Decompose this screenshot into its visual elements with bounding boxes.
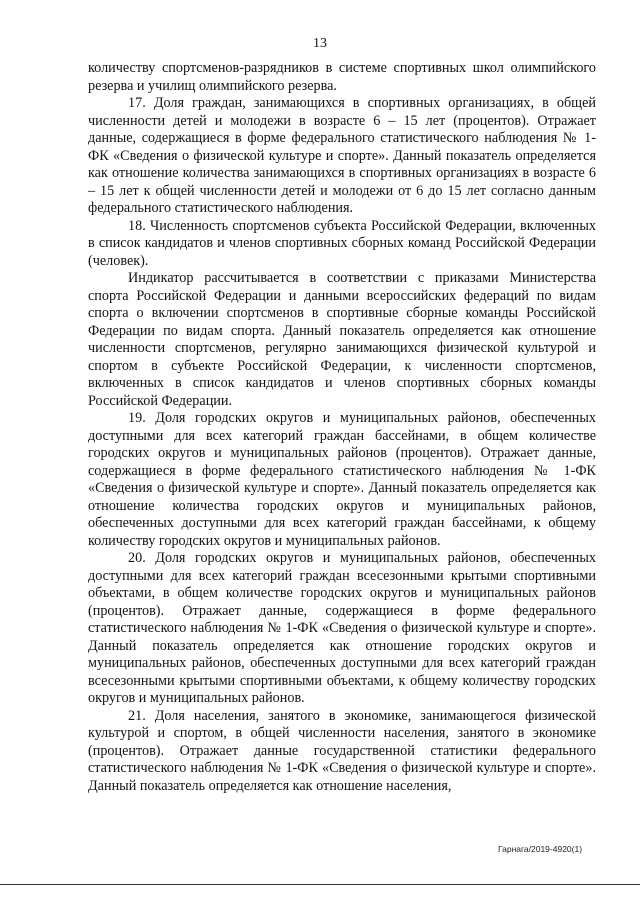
paragraph-continuation: количеству спортсменов-разрядников в системе спортивных школ олимпийского резерва и училищ олимпийского резерва. [88,60,596,94]
document-body [88,60,596,795]
paragraph-item-20: 20. Доля городских округов и муниципальных районов, обеспеченных доступными для всех категорий граждан всесезонными крытыми спортивными объектами, в общем количестве городских округов и муниципальных районов (процентов). Отражает данные, содержащиеся в форме федерального статистического наблюдения № 1-ФК «Сведения о физической культуре и спорте». Данный показатель определяется как отношение городских округов и муниципальных районов, обеспеченных доступными для всех категорий граждан всесезонными крытыми спортивными объектами, к общему количеству городских округов и муниципальных районов. [88,550,596,706]
page-number: 13 [313,36,327,51]
paragraph-indicator-note: Индикатор рассчитывается в соответствии с приказами Министерства спорта Российской Федерации и данными всероссийских федераций по видам спорта о включении спортсменов в спортивные сборные команды Российской Федерации по видам спорта. Данный показатель определяется как отношение численности спортсменов, регулярно занимающихся физической культурой и спортом в субъекте Российской Федерации, к численности спортсменов, включенных в список кандидатов и членов спортивных сборных команды Российской Федерации. [88,270,596,409]
paragraph-item-19: 19. Доля городских округов и муниципальных районов, обеспеченных доступными для всех категорий граждан бассейнами, в общем количестве городских округов и муниципальных районов (процентов). Отражает данные, содержащиеся в форме федерального статистического наблюдения № 1-ФК «Сведения о физической культуре и спорте». Данный показатель определяется как отношение количества городских округов и муниципальных районов, обеспеченных доступными для всех категорий граждан бассейнами, к общему количеству городских округов и муниципальных районов. [88,410,596,549]
paragraph-item-18: 18. Численность спортсменов субъекта Российской Федерации, включенных в список кандидатов и членов спортивных сборных команд Российской Федерации (человек). [88,217,596,269]
bottom-divider [0,884,640,885]
paragraph-item-21: 21. Доля населения, занятого в экономике, занимающегося физической культурой и спортом, в общей численности населения, занятого в экономике (процентов). Отражает данные государственной статистики федерального статистического наблюдения № 1-ФК «Сведения о физической культуре и спорте». Данный показатель определяется как отношение населения, [88,707,596,794]
document-code: Гарнага/2019-4920(1) [498,844,583,854]
paragraph-item-17: 17. Доля граждан, занимающихся в спортивных организациях, в общей численности детей и молодежи в возрасте 6 – 15 лет (процентов). Отражает данные, содержащиеся в форме федерального статистического наблюдения № 1-ФК «Сведения о физической культуре и спорте». Данный показатель определяется как отношение количества занимающихся в спортивных организациях в возрасте 6 – 15 лет к общей численности детей и молодежи от 6 до 15 лет согласно данным федерального статистического наблюдения. [88,95,596,216]
